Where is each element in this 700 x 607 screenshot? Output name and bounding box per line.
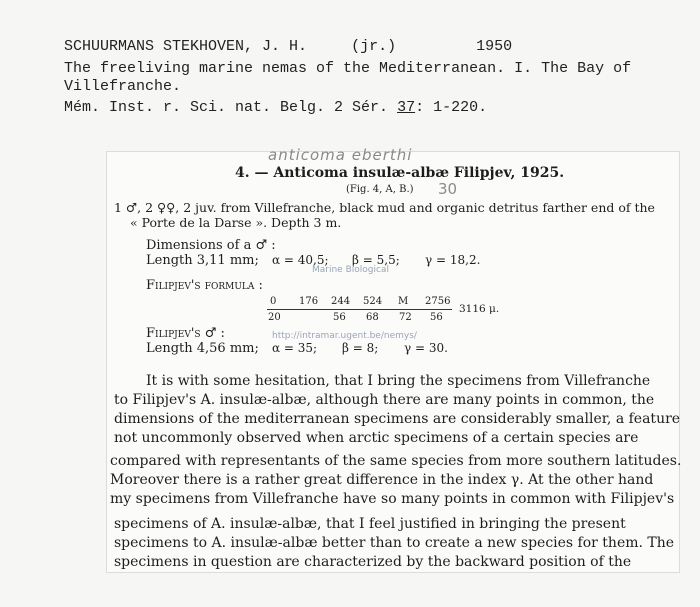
formula-bottom-2: 68 — [366, 312, 379, 323]
length-male-2: Length 4,56 mm; — [146, 341, 259, 356]
gamma-value-2: γ = 30. — [404, 341, 448, 355]
formula-total: 3116 μ. — [459, 303, 500, 315]
paragraph-line: dimensions of the mediterranean specimens are considerably smaller, a feature — [114, 411, 681, 427]
paragraph-line: specimens to A. insulæ-albæ better than to create a new species for them. The — [114, 535, 675, 551]
formula-top-2: 244 — [331, 296, 351, 307]
card-author-suffix: (jr.) — [351, 38, 397, 55]
handwritten-species-name: anticoma eberthi — [268, 146, 413, 164]
paragraph-line: my specimens from Villefranche have so many points in common with Filipjev's — [110, 491, 675, 507]
paragraph-line: to Filipjev's A. insulæ-albæ, although there are many points in common, the — [114, 392, 655, 408]
paragraph-line: specimens in question are characterized by the backward position of the — [114, 554, 632, 570]
formula-top-5: 2756 — [425, 296, 451, 307]
beta-value-2: β = 8; — [342, 341, 379, 355]
card-year: 1950 — [476, 38, 513, 55]
handwritten-number: 30 — [438, 180, 458, 198]
card-journal-pre: Mém. Inst. r. Sci. nat. Belg. 2 Sér. — [64, 99, 398, 116]
card-journal-volume: 37 — [397, 99, 416, 116]
length-male-1: Length 3,11 mm; — [146, 253, 259, 268]
filipjev-male-label: Filipjev's ♂ : — [146, 326, 225, 341]
formula-bottom-1: 56 — [333, 312, 346, 323]
material-line2: « Porte de la Darse ». Depth 3 m. — [130, 215, 342, 230]
formula-rule — [267, 309, 452, 310]
figure-reference: (Fig. 4, A, B.) — [346, 184, 414, 195]
alpha-value-2: α = 35; — [272, 341, 318, 355]
card-journal-post: : 1-220. — [415, 99, 488, 116]
formula-top-1: 176 — [299, 296, 319, 307]
formula-bottom-0: 20 — [268, 312, 281, 323]
card-journal-line — [64, 99, 487, 116]
paragraph-line: It is with some hesitation, that I bring the specimens from Villefranche — [146, 373, 651, 389]
gamma-value-1: γ = 18,2. — [425, 253, 481, 267]
paragraph-line: compared with representants of the same species from more southern latitudes. — [110, 453, 682, 469]
formula-top-3: 524 — [363, 296, 383, 307]
formula-top-4: M — [398, 296, 409, 307]
card-title-line2: Villefranche. — [64, 78, 182, 95]
formula-bottom-4: 56 — [430, 312, 443, 323]
card-title-line1: The freeliving marine nemas of the Mediterranean. I. The Bay of — [64, 60, 632, 77]
formula-top-0: 0 — [270, 296, 277, 307]
beta-value-1: β = 5,5; — [352, 253, 400, 267]
paragraph-line: Moreover there is a rather great difference in the index γ. At the other hand — [110, 472, 654, 488]
species-heading: 4. — Anticoma insulæ-albæ Filipjev, 1925. — [235, 165, 565, 181]
card-author: SCHUURMANS STEKHOVEN, J. H. — [64, 38, 308, 55]
formula-bottom-3: 72 — [399, 312, 412, 323]
paragraph-line: not uncommonly observed when arctic specimens of a certain species are — [114, 430, 639, 446]
paragraph-line: specimens of A. insulæ-albæ, that I feel justified in bringing the present — [114, 516, 626, 532]
card-author-line — [64, 38, 512, 55]
alpha-value-1: α = 40,5; — [272, 253, 329, 267]
material-line1: 1 ♂, 2 ♀♀, 2 juv. from Villefranche, black mud and organic detritus farther end of the — [114, 200, 655, 215]
watermark-name: Marine Biological — [312, 265, 389, 275]
formula-label: Filipjev's formula : — [146, 278, 263, 293]
dimensions-label: Dimensions of a ♂ : — [146, 238, 276, 253]
watermark-url: http://intramar.ugent.be/nemys/ — [272, 331, 417, 341]
